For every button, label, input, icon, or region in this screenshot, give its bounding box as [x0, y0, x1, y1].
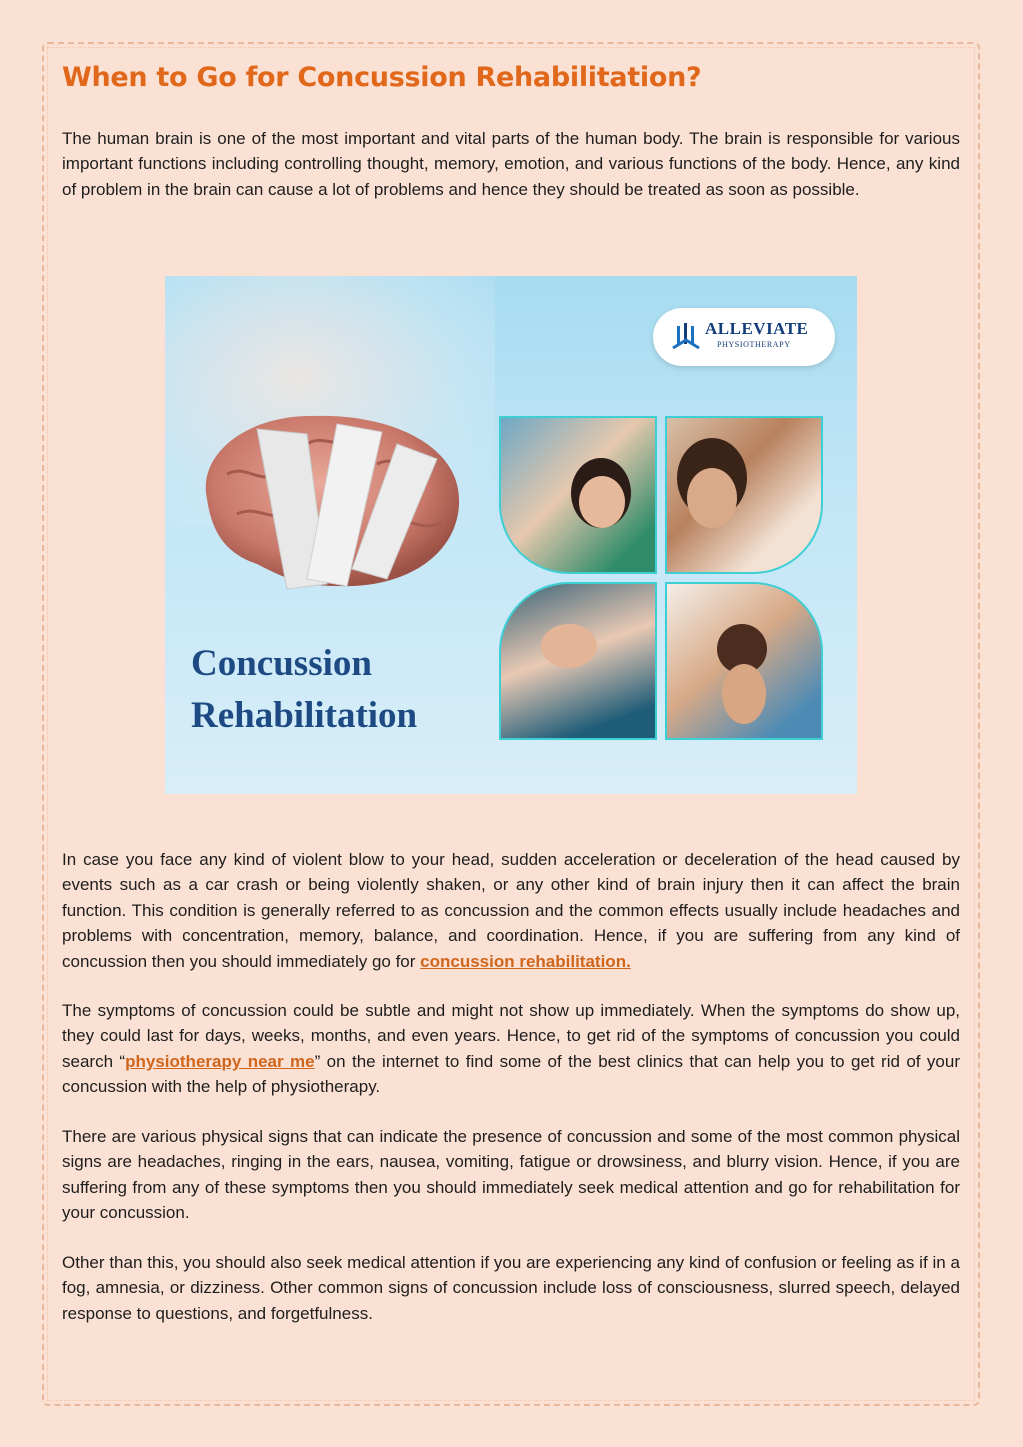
brain-icon — [187, 404, 477, 594]
intro-paragraph: The human brain is one of the most important and vital parts of the human body. The brain is responsible for various important functions including controlling thought, memory, emotion, and various functions of the body. Hence, any kind of problem in the brain can cause a lot of problems and hence they should be treated as soon as possible. — [62, 129, 960, 199]
hero-caption — [191, 638, 417, 742]
hero-image — [165, 276, 857, 794]
concussion-rehabilitation-link[interactable]: concussion rehabilitation. — [420, 951, 631, 971]
hero-caption-line1: Concussion — [191, 643, 372, 684]
paragraph-1-text: In case you face any kind of violent blow to your head, sudden acceleration or deceleration of the head caused by events such as a car crash or being violently shaken, or any other kind of brain injury then it can affect the brain function. This condition is generally referred to as concussion and the common effects usually include headaches and problems with concentration, memory, balance, and coordination. Hence, if you are suffering from any kind of concussion then you should immediately go for — [62, 850, 960, 971]
hero-caption-line2: Rehabilitation — [191, 695, 418, 736]
paragraph-2-before: The symptoms of concussion could be subtle and might not show up immediately. When the symptoms do show up, they could last for days, weeks, months, and even years. Hence, to get rid of the symptoms of concussion you could search “ — [62, 1001, 960, 1071]
paragraph-3: There are various physical signs that can indicate the presence of concussion and some of the most common physical signs are headaches, ringing in the ears, nausea, vomiting, fatigue or drowsiness, and blurry vision. Hence, if you are suffering from any of these symptoms then you should immediately seek medical attention and go for rehabilitation for your concussion. — [62, 1127, 960, 1223]
page-title: When to Go for Concussion Rehabilitation? — [62, 62, 702, 93]
photo-tile-neck-therapy — [499, 582, 657, 740]
photo-tile-head-massage — [665, 416, 823, 574]
photo-tile-eye-exam — [499, 416, 657, 574]
logo-subtitle: PHYSIOTHERAPY — [717, 340, 791, 349]
paragraph-4: Other than this, you should also seek medical attention if you are experiencing any kind of confusion or feeling as if in a fog, amnesia, or dizziness. Other common signs of concussion include loss of consciousness, slurred speech, delayed response to questions, and forgetfulness. — [62, 1253, 960, 1323]
photo-tile-neck-treatment — [665, 582, 823, 740]
logo-mark-icon — [671, 322, 701, 352]
paragraph-2 — [62, 998, 960, 1100]
brand-logo — [653, 308, 835, 366]
logo-name: ALLEVIATE — [705, 319, 809, 338]
physiotherapy-near-me-link[interactable]: physiotherapy near me — [125, 1051, 315, 1071]
paragraph-1 — [62, 847, 960, 974]
photo-tiles — [499, 416, 827, 742]
paragraph-2-after: ” on the internet to find some of the best clinics that can help you to get rid of your concussion with the help of physiotherapy. — [62, 1051, 960, 1097]
